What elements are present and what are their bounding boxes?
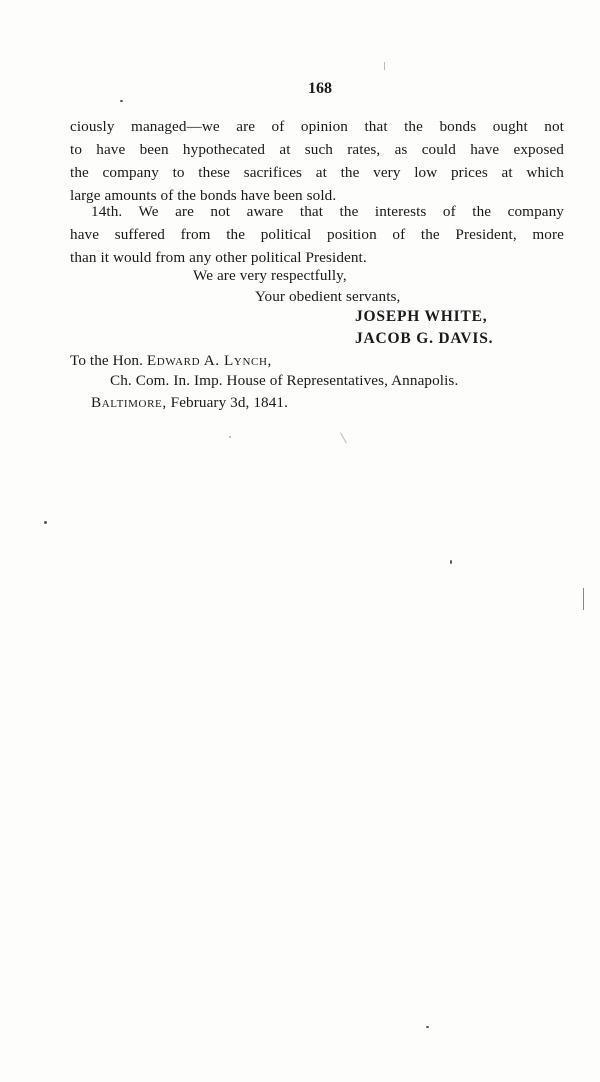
body-line-4: large amounts of the bonds have been sold. bbox=[70, 187, 337, 204]
body-line-6: have suffered from the political position of the President, more bbox=[70, 226, 564, 243]
address-place: Baltimore, bbox=[91, 394, 167, 411]
scan-speck bbox=[229, 436, 231, 438]
signatory-joseph-white: JOSEPH WHITE, bbox=[355, 308, 488, 325]
address-title-line: Ch. Com. In. Imp. House of Representatives, Annapolis. bbox=[110, 372, 459, 389]
scan-mark bbox=[384, 62, 385, 70]
address-recipient: Edward A. Lynch, bbox=[146, 352, 272, 369]
address-to-line bbox=[70, 352, 272, 370]
scan-speck bbox=[120, 100, 123, 102]
body-line-3: the company to these sacrifices at the very low prices at which bbox=[70, 164, 564, 181]
signatory-jacob-davis: JACOB G. DAVIS. bbox=[355, 330, 494, 347]
body-line-5: 14th. We are not aware that the interests of the company bbox=[91, 203, 564, 220]
closing-salutation: We are very respectfully, bbox=[193, 267, 347, 284]
closing-valediction: Your obedient servants, bbox=[255, 288, 401, 305]
address-date-line bbox=[91, 394, 288, 412]
scan-speck bbox=[426, 1026, 429, 1028]
body-line-1: ciously managed—we are of opinion that the bonds ought not bbox=[70, 118, 564, 135]
body-line-2: to have been hypothecated at such rates, as could have exposed bbox=[70, 141, 564, 158]
page-number: 168 bbox=[308, 80, 332, 97]
body-line-7: than it would from any other political President. bbox=[70, 249, 367, 266]
address-to-prefix: To the Hon. bbox=[70, 352, 147, 369]
scan-speck bbox=[450, 560, 452, 564]
scan-speck bbox=[44, 521, 47, 524]
scan-mark bbox=[583, 588, 584, 610]
address-date: February 3d, 1841. bbox=[166, 394, 289, 411]
scan-mark bbox=[340, 433, 347, 444]
